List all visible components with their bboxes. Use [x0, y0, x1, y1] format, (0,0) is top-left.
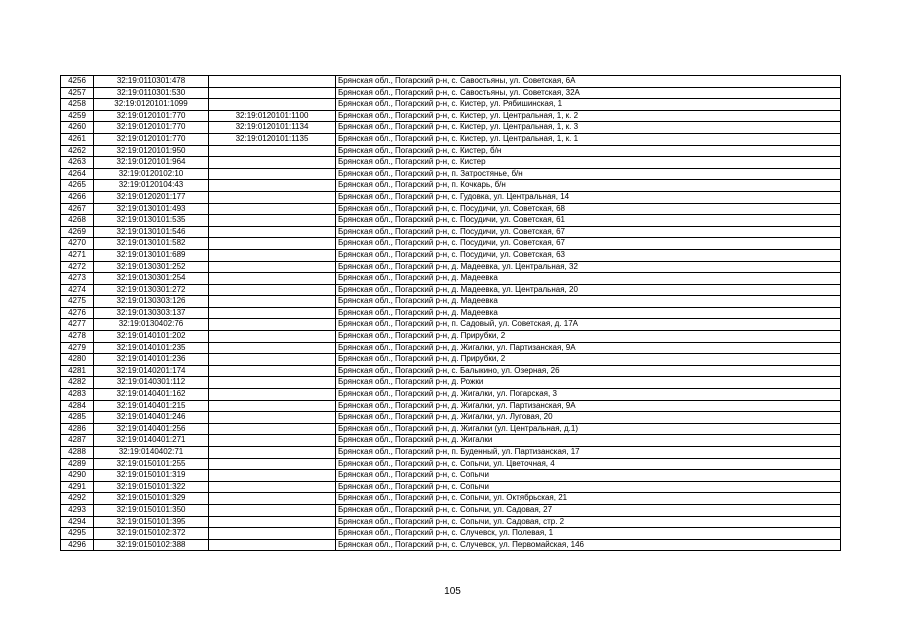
related-cadastral-number-cell — [209, 238, 336, 250]
address-cell: Брянская обл., Погарский р-н, с. Случевск, ул. Первомайская, 146 — [336, 539, 841, 551]
cadastral-number-cell: 32:19:0120201:177 — [94, 191, 209, 203]
row-number-cell: 4263 — [61, 157, 94, 169]
address-cell: Брянская обл., Погарский р-н, п. Садовый, ул. Советская, д. 17А — [336, 319, 841, 331]
table-row — [61, 76, 841, 88]
row-number-cell: 4261 — [61, 133, 94, 145]
row-number-cell: 4272 — [61, 261, 94, 273]
address-cell: Брянская обл., Погарский р-н, д. Жигалки, ул. Партизанская, 9А — [336, 342, 841, 354]
address-cell: Брянская обл., Погарский р-н, с. Кистер, ул. Центральная, 1, к. 1 — [336, 133, 841, 145]
cadastral-number-cell: 32:19:0150101:329 — [94, 493, 209, 505]
cadastral-number-cell: 32:19:0140402:71 — [94, 447, 209, 459]
related-cadastral-number-cell — [209, 377, 336, 389]
related-cadastral-number-cell — [209, 284, 336, 296]
address-cell: Брянская обл., Погарский р-н, с. Сопычи, ул. Цветочная, 4 — [336, 458, 841, 470]
table-row — [61, 470, 841, 482]
cadastral-number-cell: 32:19:0130303:137 — [94, 307, 209, 319]
related-cadastral-number-cell — [209, 389, 336, 401]
table-row — [61, 249, 841, 261]
table-row — [61, 99, 841, 111]
row-number-cell: 4284 — [61, 400, 94, 412]
table-row — [61, 110, 841, 122]
table-row — [61, 458, 841, 470]
row-number-cell: 4279 — [61, 342, 94, 354]
row-number-cell: 4260 — [61, 122, 94, 134]
address-cell: Брянская обл., Погарский р-н, д. Мадеевка, ул. Центральная, 20 — [336, 284, 841, 296]
row-number-cell: 4275 — [61, 296, 94, 308]
related-cadastral-number-cell — [209, 168, 336, 180]
cadastral-number-cell: 32:19:0120101:770 — [94, 110, 209, 122]
table-row — [61, 539, 841, 551]
registry-table — [60, 75, 841, 551]
related-cadastral-number-cell — [209, 458, 336, 470]
address-cell: Брянская обл., Погарский р-н, с. Кистер — [336, 157, 841, 169]
table-row — [61, 412, 841, 424]
table-row — [61, 145, 841, 157]
row-number-cell: 4278 — [61, 331, 94, 343]
table-row — [61, 504, 841, 516]
address-cell: Брянская обл., Погарский р-н, д. Жигалки, ул. Партизанская, 9А — [336, 400, 841, 412]
table-row — [61, 273, 841, 285]
address-cell: Брянская обл., Погарский р-н, д. Прирубки, 2 — [336, 354, 841, 366]
row-number-cell: 4295 — [61, 528, 94, 540]
related-cadastral-number-cell — [209, 365, 336, 377]
cadastral-number-cell: 32:19:0140401:271 — [94, 435, 209, 447]
address-cell: Брянская обл., Погарский р-н, с. Балыкино, ул. Озерная, 26 — [336, 365, 841, 377]
table-row — [61, 284, 841, 296]
cadastral-number-cell: 32:19:0140401:215 — [94, 400, 209, 412]
cadastral-number-cell: 32:19:0120102:10 — [94, 168, 209, 180]
address-cell: Брянская обл., Погарский р-н, д. Мадеевка — [336, 307, 841, 319]
related-cadastral-number-cell — [209, 76, 336, 88]
table-row — [61, 354, 841, 366]
cadastral-number-cell: 32:19:0150101:255 — [94, 458, 209, 470]
related-cadastral-number-cell — [209, 180, 336, 192]
row-number-cell: 4290 — [61, 470, 94, 482]
row-number-cell: 4259 — [61, 110, 94, 122]
table-row — [61, 365, 841, 377]
cadastral-number-cell: 32:19:0130301:254 — [94, 273, 209, 285]
address-cell: Брянская обл., Погарский р-н, с. Посудичи, ул. Советская, 61 — [336, 215, 841, 227]
related-cadastral-number-cell — [209, 435, 336, 447]
cadastral-number-cell: 32:19:0130101:535 — [94, 215, 209, 227]
row-number-cell: 4283 — [61, 389, 94, 401]
cadastral-number-cell: 32:19:0120101:964 — [94, 157, 209, 169]
cadastral-number-cell: 32:19:0150101:322 — [94, 481, 209, 493]
address-cell: Брянская обл., Погарский р-н, с. Сопычи, ул. Садовая, стр. 2 — [336, 516, 841, 528]
table-row — [61, 215, 841, 227]
related-cadastral-number-cell — [209, 516, 336, 528]
related-cadastral-number-cell: 32:19:0120101:1134 — [209, 122, 336, 134]
row-number-cell: 4268 — [61, 215, 94, 227]
address-cell: Брянская обл., Погарский р-н, д. Жигалки (ул. Центральная, д.1) — [336, 423, 841, 435]
address-cell: Брянская обл., Погарский р-н, с. Кистер, б/н — [336, 145, 841, 157]
address-cell: Брянская обл., Погарский р-н, с. Сопычи, ул. Октябрьская, 21 — [336, 493, 841, 505]
table-row — [61, 319, 841, 331]
table-row — [61, 447, 841, 459]
address-cell: Брянская обл., Погарский р-н, с. Кистер, ул. Центральная, 1, к. 3 — [336, 122, 841, 134]
related-cadastral-number-cell — [209, 226, 336, 238]
related-cadastral-number-cell — [209, 203, 336, 215]
table-row — [61, 493, 841, 505]
row-number-cell: 4281 — [61, 365, 94, 377]
related-cadastral-number-cell — [209, 447, 336, 459]
row-number-cell: 4282 — [61, 377, 94, 389]
address-cell: Брянская обл., Погарский р-н, д. Рожки — [336, 377, 841, 389]
row-number-cell: 4262 — [61, 145, 94, 157]
row-number-cell: 4294 — [61, 516, 94, 528]
related-cadastral-number-cell: 32:19:0120101:1135 — [209, 133, 336, 145]
address-cell: Брянская обл., Погарский р-н, с. Посудичи, ул. Советская, 67 — [336, 226, 841, 238]
address-cell: Брянская обл., Погарский р-н, с. Сопычи, ул. Садовая, 27 — [336, 504, 841, 516]
address-cell: Брянская обл., Погарский р-н, с. Случевск, ул. Полевая, 1 — [336, 528, 841, 540]
table-row — [61, 226, 841, 238]
table-row — [61, 238, 841, 250]
table-row — [61, 180, 841, 192]
row-number-cell: 4285 — [61, 412, 94, 424]
cadastral-number-cell: 32:19:0150102:372 — [94, 528, 209, 540]
cadastral-number-cell: 32:19:0130101:493 — [94, 203, 209, 215]
page-number: 105 — [444, 586, 461, 597]
cadastral-number-cell: 32:19:0130101:546 — [94, 226, 209, 238]
related-cadastral-number-cell: 32:19:0120101:1100 — [209, 110, 336, 122]
related-cadastral-number-cell — [209, 342, 336, 354]
row-number-cell: 4296 — [61, 539, 94, 551]
row-number-cell: 4277 — [61, 319, 94, 331]
related-cadastral-number-cell — [209, 191, 336, 203]
address-cell: Брянская обл., Погарский р-н, с. Посудичи, ул. Советская, 63 — [336, 249, 841, 261]
table-row — [61, 435, 841, 447]
related-cadastral-number-cell — [209, 249, 336, 261]
table-row — [61, 296, 841, 308]
table-row — [61, 423, 841, 435]
address-cell: Брянская обл., Погарский р-н, п. Затростянье, б/н — [336, 168, 841, 180]
related-cadastral-number-cell — [209, 319, 336, 331]
row-number-cell: 4287 — [61, 435, 94, 447]
table-row — [61, 528, 841, 540]
registry-table-body — [61, 76, 841, 551]
table-row — [61, 157, 841, 169]
row-number-cell: 4264 — [61, 168, 94, 180]
cadastral-number-cell: 32:19:0140101:202 — [94, 331, 209, 343]
table-row — [61, 331, 841, 343]
row-number-cell: 4276 — [61, 307, 94, 319]
related-cadastral-number-cell — [209, 539, 336, 551]
related-cadastral-number-cell — [209, 157, 336, 169]
address-cell: Брянская обл., Погарский р-н, с. Кистер, ул. Рябишинская, 1 — [336, 99, 841, 111]
cadastral-number-cell: 32:19:0150101:395 — [94, 516, 209, 528]
related-cadastral-number-cell — [209, 215, 336, 227]
related-cadastral-number-cell — [209, 493, 336, 505]
table-row — [61, 261, 841, 273]
related-cadastral-number-cell — [209, 87, 336, 99]
cadastral-number-cell: 32:19:0140101:235 — [94, 342, 209, 354]
address-cell: Брянская обл., Погарский р-н, д. Прирубки, 2 — [336, 331, 841, 343]
cadastral-number-cell: 32:19:0130101:582 — [94, 238, 209, 250]
cadastral-number-cell: 32:19:0120101:770 — [94, 133, 209, 145]
related-cadastral-number-cell — [209, 481, 336, 493]
address-cell: Брянская обл., Погарский р-н, д. Жигалки, ул. Луговая, 20 — [336, 412, 841, 424]
related-cadastral-number-cell — [209, 99, 336, 111]
cadastral-number-cell: 32:19:0130301:252 — [94, 261, 209, 273]
address-cell: Брянская обл., Погарский р-н, д. Жигалки — [336, 435, 841, 447]
cadastral-number-cell: 32:19:0140401:246 — [94, 412, 209, 424]
cadastral-number-cell: 32:19:0130402:76 — [94, 319, 209, 331]
address-cell: Брянская обл., Погарский р-н, с. Посудичи, ул. Советская, 67 — [336, 238, 841, 250]
row-number-cell: 4256 — [61, 76, 94, 88]
address-cell: Брянская обл., Погарский р-н, д. Мадеевка — [336, 273, 841, 285]
row-number-cell: 4267 — [61, 203, 94, 215]
table-row — [61, 203, 841, 215]
cadastral-number-cell: 32:19:0130303:126 — [94, 296, 209, 308]
row-number-cell: 4257 — [61, 87, 94, 99]
table-row — [61, 389, 841, 401]
cadastral-number-cell: 32:19:0140301:112 — [94, 377, 209, 389]
related-cadastral-number-cell — [209, 296, 336, 308]
row-number-cell: 4269 — [61, 226, 94, 238]
cadastral-number-cell: 32:19:0120101:770 — [94, 122, 209, 134]
address-cell: Брянская обл., Погарский р-н, с. Савостьяны, ул. Советская, 32А — [336, 87, 841, 99]
row-number-cell: 4286 — [61, 423, 94, 435]
related-cadastral-number-cell — [209, 261, 336, 273]
address-cell: Брянская обл., Погарский р-н, с. Сопычи — [336, 481, 841, 493]
related-cadastral-number-cell — [209, 145, 336, 157]
cadastral-number-cell: 32:19:0120101:1099 — [94, 99, 209, 111]
cadastral-number-cell: 32:19:0120101:950 — [94, 145, 209, 157]
table-row — [61, 191, 841, 203]
row-number-cell: 4271 — [61, 249, 94, 261]
table-row — [61, 377, 841, 389]
cadastral-number-cell: 32:19:0140201:174 — [94, 365, 209, 377]
table-row — [61, 516, 841, 528]
table-row — [61, 481, 841, 493]
cadastral-number-cell: 32:19:0120104:43 — [94, 180, 209, 192]
related-cadastral-number-cell — [209, 412, 336, 424]
row-number-cell: 4258 — [61, 99, 94, 111]
address-cell: Брянская обл., Погарский р-н, д. Мадеевка, ул. Центральная, 32 — [336, 261, 841, 273]
table-row — [61, 133, 841, 145]
related-cadastral-number-cell — [209, 504, 336, 516]
cadastral-number-cell: 32:19:0110301:478 — [94, 76, 209, 88]
row-number-cell: 4274 — [61, 284, 94, 296]
row-number-cell: 4293 — [61, 504, 94, 516]
address-cell: Брянская обл., Погарский р-н, д. Мадеевка — [336, 296, 841, 308]
related-cadastral-number-cell — [209, 423, 336, 435]
table-row — [61, 400, 841, 412]
related-cadastral-number-cell — [209, 331, 336, 343]
cadastral-number-cell: 32:19:0130101:689 — [94, 249, 209, 261]
cadastral-number-cell: 32:19:0130301:272 — [94, 284, 209, 296]
related-cadastral-number-cell — [209, 273, 336, 285]
row-number-cell: 4266 — [61, 191, 94, 203]
related-cadastral-number-cell — [209, 528, 336, 540]
table-row — [61, 122, 841, 134]
related-cadastral-number-cell — [209, 354, 336, 366]
row-number-cell: 4288 — [61, 447, 94, 459]
address-cell: Брянская обл., Погарский р-н, д. Жигалки, ул. Погарская, 3 — [336, 389, 841, 401]
table-row — [61, 307, 841, 319]
cadastral-number-cell: 32:19:0140401:256 — [94, 423, 209, 435]
cadastral-number-cell: 32:19:0110301:530 — [94, 87, 209, 99]
table-row — [61, 87, 841, 99]
row-number-cell: 4270 — [61, 238, 94, 250]
cadastral-number-cell: 32:19:0150102:388 — [94, 539, 209, 551]
address-cell: Брянская обл., Погарский р-н, с. Гудовка, ул. Центральная, 14 — [336, 191, 841, 203]
address-cell: Брянская обл., Погарский р-н, п. Буденный, ул. Партизанская, 17 — [336, 447, 841, 459]
row-number-cell: 4291 — [61, 481, 94, 493]
address-cell: Брянская обл., Погарский р-н, п. Кочкарь, б/н — [336, 180, 841, 192]
related-cadastral-number-cell — [209, 400, 336, 412]
row-number-cell: 4265 — [61, 180, 94, 192]
row-number-cell: 4273 — [61, 273, 94, 285]
related-cadastral-number-cell — [209, 307, 336, 319]
address-cell: Брянская обл., Погарский р-н, с. Посудичи, ул. Советская, 68 — [336, 203, 841, 215]
cadastral-number-cell: 32:19:0140401:162 — [94, 389, 209, 401]
cadastral-number-cell: 32:19:0140101:236 — [94, 354, 209, 366]
address-cell: Брянская обл., Погарский р-н, с. Кистер, ул. Центральная, 1, к. 2 — [336, 110, 841, 122]
row-number-cell: 4289 — [61, 458, 94, 470]
table-row — [61, 168, 841, 180]
row-number-cell: 4280 — [61, 354, 94, 366]
cadastral-number-cell: 32:19:0150101:319 — [94, 470, 209, 482]
cadastral-number-cell: 32:19:0150101:350 — [94, 504, 209, 516]
row-number-cell: 4292 — [61, 493, 94, 505]
table-row — [61, 342, 841, 354]
related-cadastral-number-cell — [209, 470, 336, 482]
address-cell: Брянская обл., Погарский р-н, с. Сопычи — [336, 470, 841, 482]
address-cell: Брянская обл., Погарский р-н, с. Савостьяны, ул. Советская, 6А — [336, 76, 841, 88]
